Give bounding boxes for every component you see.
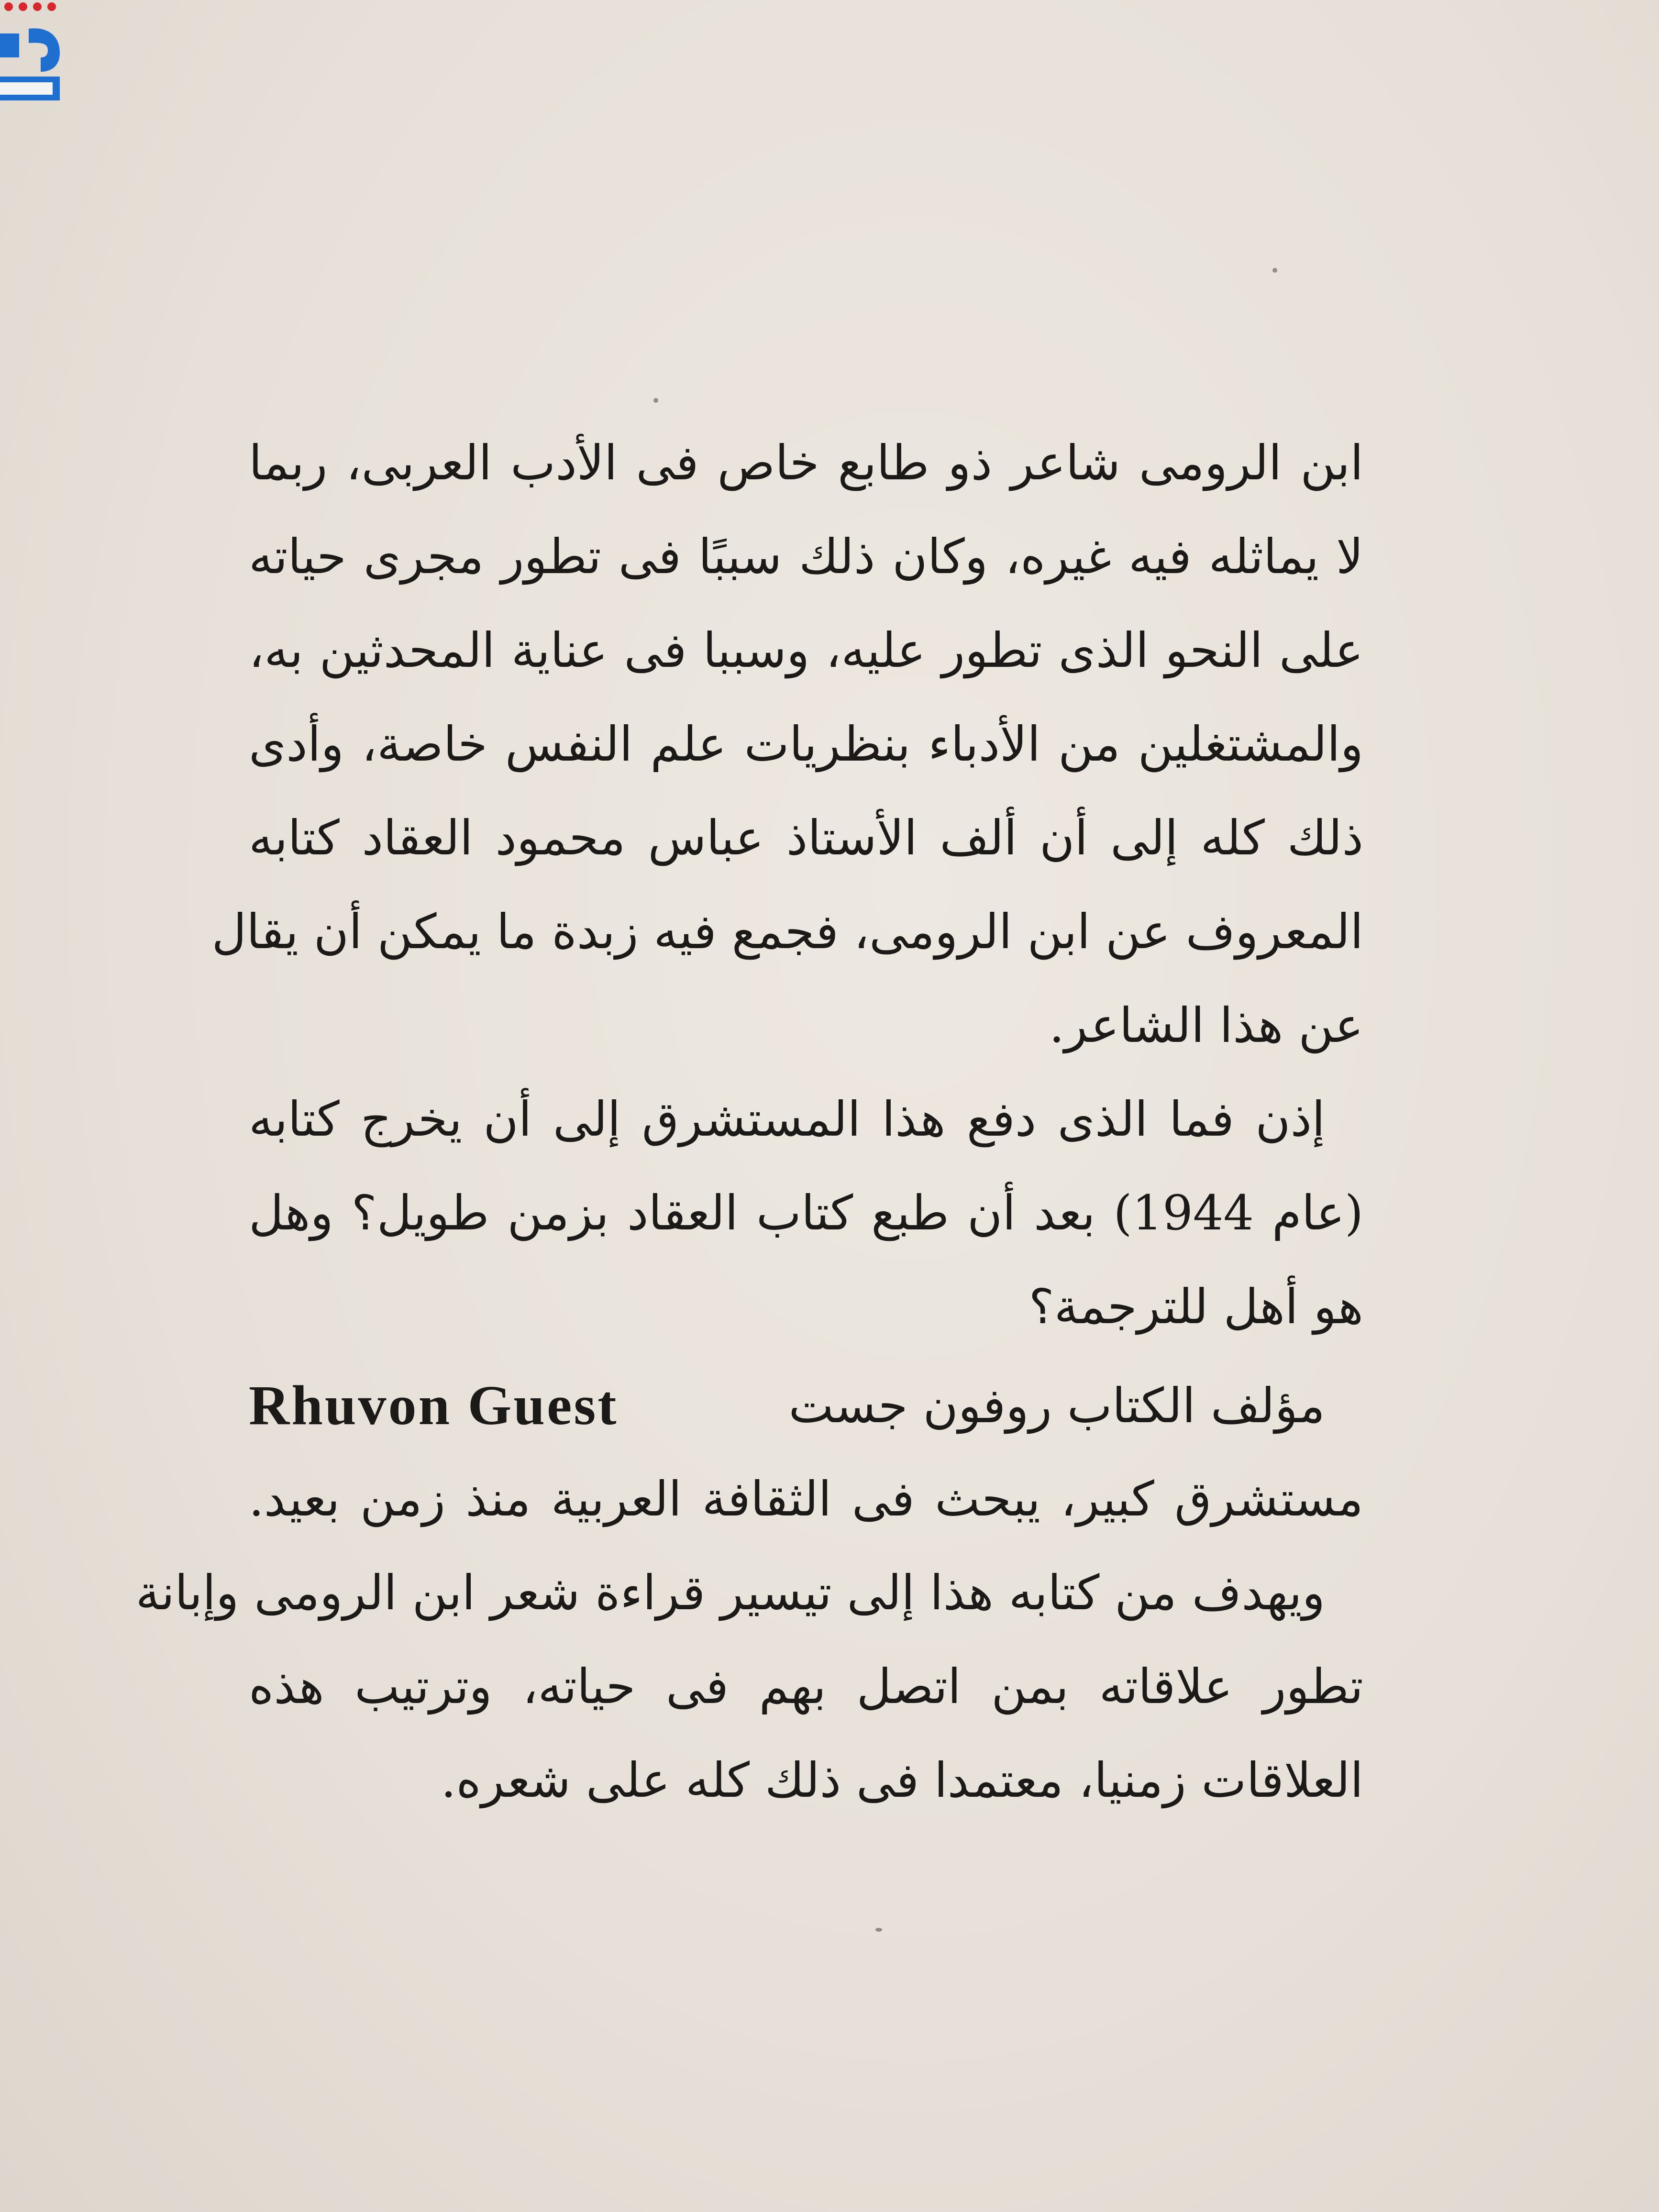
text-line: مستشرق كبير، يبحث فى الثقافة العربية منذ زمن بعيد. bbox=[249, 1471, 1363, 1527]
text-line: عن هذا الشاعر. bbox=[1049, 997, 1363, 1053]
author-heading-line bbox=[249, 1359, 1363, 1452]
text-line: والمشتغلين من الأدباء بنظريات علم النفس خاصة، وأدى bbox=[249, 716, 1363, 772]
paragraph-gap bbox=[249, 1354, 1363, 1359]
text-line: على النحو الذى تطور عليه، وسببا فى عناية المحدثين به، bbox=[249, 622, 1363, 678]
text-line: لا يماثله فيه غيره، وكان ذلك سببًا فى تطور مجرى حياته bbox=[249, 529, 1363, 585]
text-line: (عام 1944) بعد أن طبع كتاب العقاد بزمن طويل؟ وهل bbox=[249, 1185, 1363, 1241]
text-line: ويهدف من كتابه هذا إلى تيسير قراءة شعر ابن الرومى وإبانة bbox=[135, 1565, 1325, 1621]
text-line: هو أهل للترجمة؟ bbox=[1029, 1279, 1363, 1335]
text-line: ذلك كله إلى أن ألف الأستاذ عباس محمود العقاد كتابه bbox=[249, 810, 1363, 866]
page-text bbox=[135, 416, 1363, 1827]
paper-speck bbox=[653, 398, 658, 403]
paragraph-intro bbox=[211, 416, 1363, 1073]
author-name-latin: Rhuvon Guest bbox=[249, 1374, 619, 1437]
text-line: تطور علاقاته بمن اتصل بهم فى حياته، وترتيب هذه bbox=[249, 1659, 1363, 1714]
text-line: ابن الرومى شاعر ذو طابع خاص فى الأدب العربى، ربما bbox=[249, 435, 1363, 491]
author-intro-arabic: مؤلف الكتاب روفون جست bbox=[788, 1377, 1325, 1434]
text-line: إذن فما الذى دفع هذا المستشرق إلى أن يخرج كتابه bbox=[249, 1091, 1325, 1147]
text-line: المعروف عن ابن الرومى، فجمع فيه زبدة ما يمكن أن يقال bbox=[211, 904, 1363, 960]
paragraph-question bbox=[249, 1073, 1363, 1354]
paper-speck bbox=[1272, 268, 1277, 273]
paragraph-author bbox=[135, 1359, 1363, 1827]
text-line: العلاقات زمنيا، معتمدا فى ذلك كله على شعره. bbox=[441, 1752, 1363, 1808]
paper-speck bbox=[875, 1928, 882, 1932]
publisher-logo-icon bbox=[0, 0, 62, 105]
